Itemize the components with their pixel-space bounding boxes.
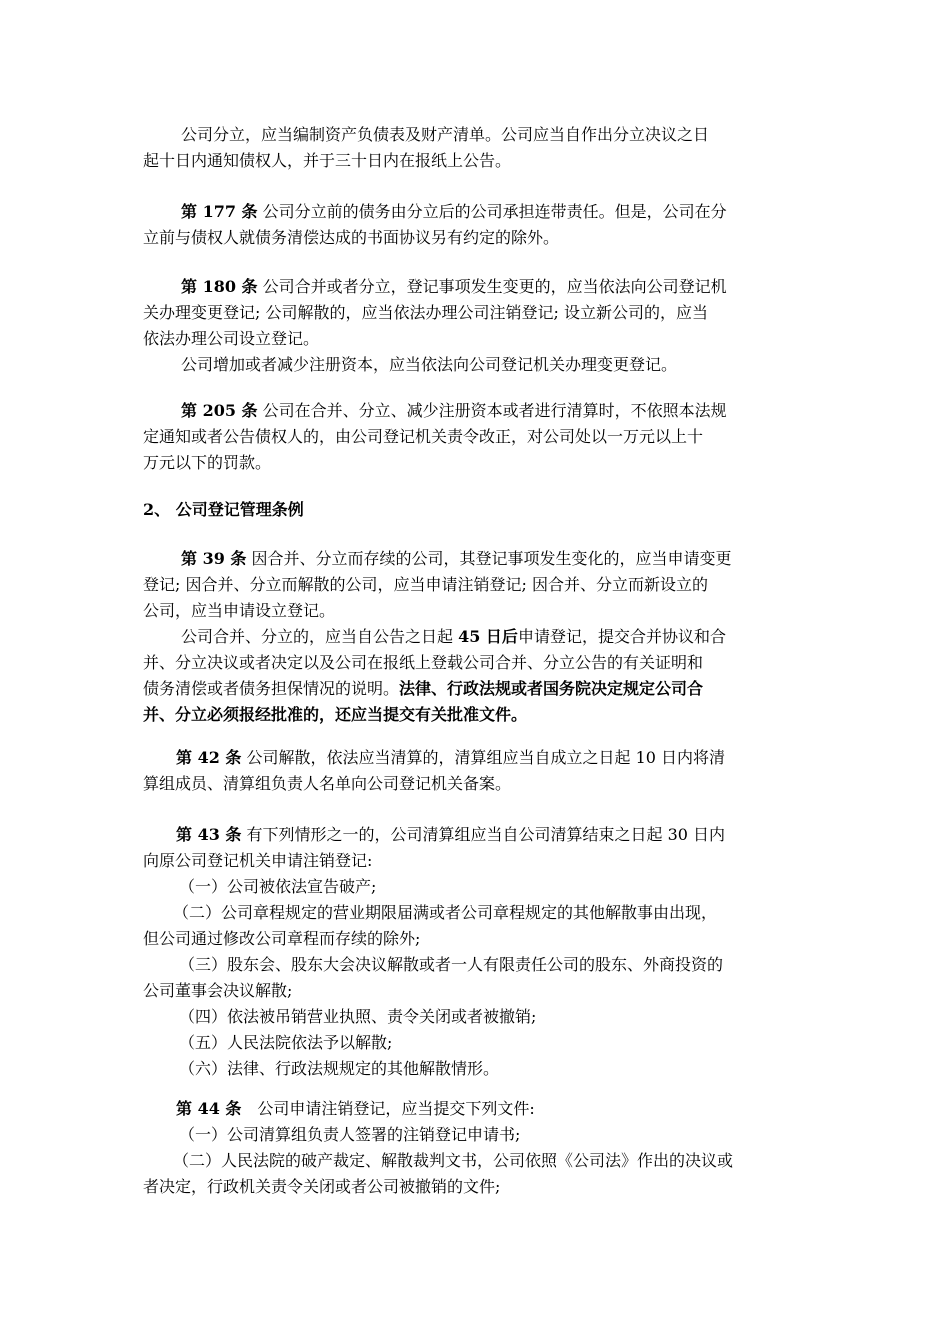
list-item: （五）人民法院依法予以解散; — [179, 1033, 393, 1052]
paragraph-company-division — [143, 122, 808, 174]
text-segment: 公司解散，依法应当清算的，清算组应当自成立之日起 10 日内将清 — [241, 748, 726, 767]
article-44 — [143, 1096, 808, 1200]
text-line: 登记; 因合并、分立而解散的公司，应当申请注销登记; 因合并、分立而新设立的 — [143, 575, 708, 594]
article-label: 第 205 条 — [181, 401, 258, 420]
article-205 — [143, 398, 808, 476]
list-item: （一）公司被依法宣告破产; — [179, 877, 377, 896]
list-item: （二）公司章程规定的营业期限届满或者公司章程规定的其他解散事由出现， — [173, 903, 718, 922]
section-heading: 2、 公司登记管理条例 — [143, 500, 304, 519]
list-item: （四）依法被吊销营业执照、责令关闭或者被撤销; — [179, 1007, 537, 1026]
text-line: 公司，应当申请设立登记。 — [143, 601, 336, 620]
article-label: 第 43 条 — [176, 825, 242, 844]
article-42 — [143, 745, 808, 797]
text-segment: 公司分立前的债务由分立后的公司承担连带责任。但是，公司在分 — [257, 202, 727, 221]
text-segment: 债务清偿或者债务担保情况的说明。 — [143, 679, 400, 698]
text-segment: 有下列情形之一的，公司清算组应当自公司清算结束之日起 30 日内 — [241, 825, 726, 844]
article-177 — [143, 199, 808, 251]
text-line: 向原公司登记机关申请注销登记: — [143, 851, 373, 870]
list-item-continued: 公司董事会决议解散; — [143, 981, 293, 1000]
text-line: 起十日内通知债权人，并于三十日内在报纸上公告。 — [143, 151, 512, 170]
text-line: 关办理变更登记; 公司解散的，应当依法办理公司注销登记; 设立新公司的，应当 — [143, 303, 708, 322]
text-segment: 因合并、分立而存续的公司，其登记事项发生变化的，应当申请变更 — [246, 549, 732, 568]
text-segment: 公司合并、分立的，应当自公告之日起 — [181, 627, 459, 646]
text-segment: 公司申请注销登记，应当提交下列文件: — [241, 1099, 535, 1118]
text-segment: 申请登记，提交合并协议和合 — [517, 627, 726, 646]
article-label: 第 177 条 — [181, 202, 258, 221]
list-item-continued: 但公司通过修改公司章程而存续的除外; — [143, 929, 421, 948]
text-line: 立前与债权人就债务清偿达成的书面协议另有约定的除外。 — [143, 228, 560, 247]
bold-segment: 45 日后 — [458, 627, 518, 646]
list-item-continued: 者决定，行政机关责令关闭或者公司被撤销的文件; — [143, 1177, 501, 1196]
article-label: 第 42 条 — [176, 748, 242, 767]
article-label: 第 44 条 — [176, 1099, 242, 1118]
list-item: （二）人民法院的破产裁定、解散裁判文书，公司依照《公司法》作出的决议或 — [173, 1151, 734, 1170]
text-line: 定通知或者公告债权人的，由公司登记机关责令改正，对公司处以一万元以上十 — [143, 427, 704, 446]
article-39 — [143, 546, 808, 728]
text-segment: 公司在合并、分立、减少注册资本或者进行清算时，不依照本法规 — [257, 401, 727, 420]
bold-segment: 法律、行政法规或者国务院决定规定公司合 — [399, 679, 704, 698]
list-item: （三）股东会、股东大会决议解散或者一人有限责任公司的股东、外商投资的 — [179, 955, 724, 974]
text-line: 算组成员、清算组负责人名单向公司登记机关备案。 — [143, 774, 512, 793]
article-43 — [143, 822, 808, 1082]
text-line: 万元以下的罚款。 — [143, 453, 272, 472]
text-line: 公司分立，应当编制资产负债表及财产清单。公司应当自作出分立决议之日 — [181, 125, 710, 144]
bold-segment: 并、分立必须报经批准的，还应当提交有关批准文件。 — [143, 705, 528, 724]
text-line: 公司增加或者减少注册资本，应当依法向公司登记机关办理变更登记。 — [181, 355, 678, 374]
article-label: 第 180 条 — [181, 277, 258, 296]
text-line: 并、分立决议或者决定以及公司在报纸上登载公司合并、分立公告的有关证明和 — [143, 653, 704, 672]
list-item: （六）法律、行政法规规定的其他解散情形。 — [179, 1059, 500, 1078]
text-line: 依法办理公司设立登记。 — [143, 329, 320, 348]
article-180 — [143, 274, 808, 378]
text-segment: 公司合并或者分立，登记事项发生变更的，应当依法向公司登记机 — [257, 277, 727, 296]
article-label: 第 39 条 — [181, 549, 247, 568]
list-item: （一）公司清算组负责人签署的注销登记申请书; — [179, 1125, 521, 1144]
